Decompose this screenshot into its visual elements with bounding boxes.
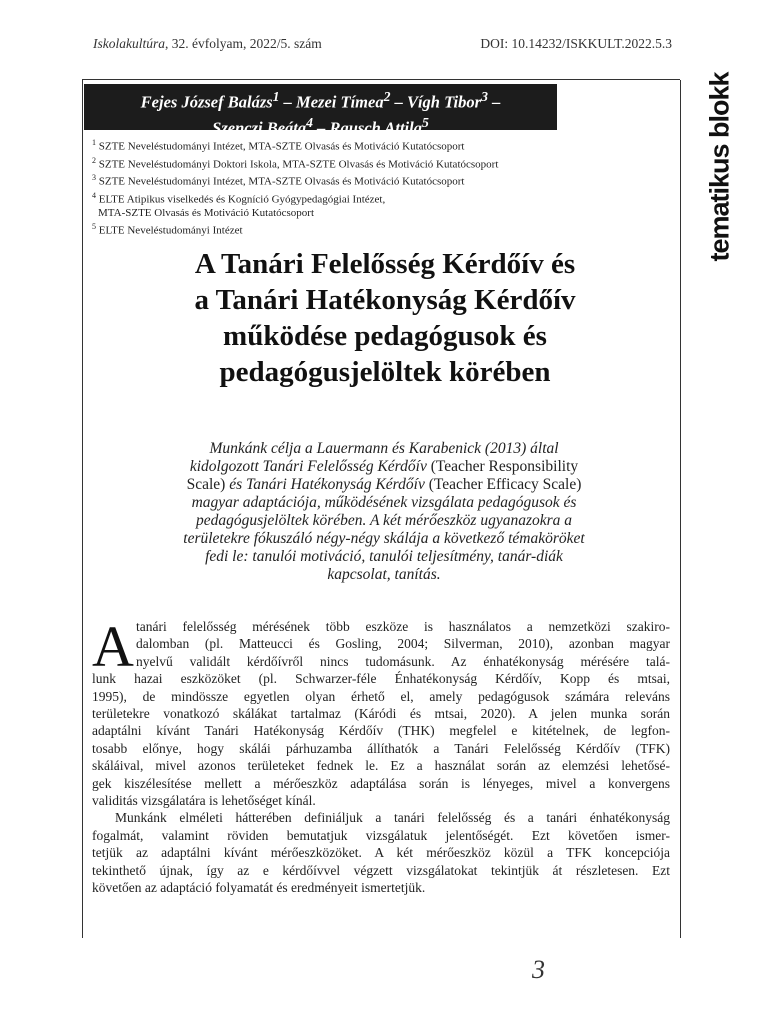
top-rule <box>82 79 680 80</box>
abstract-line: területekre fókuszáló négy-négy skálája a következő témaköröket <box>183 530 585 547</box>
abstract-segment: (Teacher Efficacy Scale) <box>428 476 582 493</box>
affiliation-num: 5 <box>92 221 96 231</box>
section-label-text: tematikus blokk <box>704 72 735 262</box>
body-line: gek kiszélesítése mellett a mérőeszköz adaptálása során is lényeges, mivel a konvergens <box>92 775 670 791</box>
affiliation-text: SZTE Neveléstudományi Intézet, MTA-SZTE Olvasás és Motiváció Kutatócsoport <box>98 140 465 153</box>
body-line: nyelvű validált kérdőívről nincs tudomásunk. Az énhatékonyság mérésére talá- <box>136 653 670 669</box>
abstract-line: pedagógusjelöltek körében. A két mérőeszköz ugyanazokra a <box>195 512 573 529</box>
title-line: A Tanári Felelősség Kérdőív és <box>194 248 576 280</box>
body-line: területekre vonatkozó skálákat tartalmaz (Káródi és mtsai, 2020). A jelen munka során <box>92 706 670 722</box>
affiliation-item <box>92 154 612 172</box>
author-name: Rausch Attila <box>329 118 422 137</box>
abstract-line: magyar adaptációja, működésének vizsgálata pedagógusok és <box>191 494 577 511</box>
body-text <box>92 614 670 897</box>
body-line: adaptálni kívánt Tanári Hatékonyság Kérdőív (THK) megfelel e kitételnek, de legfon- <box>92 723 670 739</box>
article-title <box>95 246 675 390</box>
abstract-line <box>120 458 648 476</box>
affiliation-continuation: MTA-SZTE Olvasás és Motiváció Kutatócsoport <box>98 206 315 219</box>
affiliation-text: ELTE Atipikus viselkedés és Kogníció Gyógypedagógiai Intézet, <box>98 193 386 206</box>
abstract-segment: és Tanári Hatékonyság Kérdőív <box>229 476 429 493</box>
body-line: dalomban (pl. Matteucci és Gosling, 2004; Silverman, 2010), azonban magyar <box>136 636 670 652</box>
body-line: követően az adaptáció folyamatát és eredményeit ismertetjük. <box>92 880 426 896</box>
author-separator: – <box>313 118 330 137</box>
body-line: fogalmát, valamint röviden bemutatjuk vizsgálatuk jelentőségét. Ezt követően ismer- <box>92 827 670 843</box>
body-line: tekinthető újnak, így az e kérdőívvel végzett vizsgálatokat tekintjük át részletesen. Ezt <box>92 862 670 878</box>
abstract-segment: (Teacher Responsibility <box>430 458 579 475</box>
affiliation-text: SZTE Neveléstudományi Intézet, MTA-SZTE Olvasás és Motiváció Kutatócsoport <box>98 175 465 188</box>
body-line: tanári felelősség mérésének több eszköze is használatos a nemzetközi szakiro- <box>136 619 670 634</box>
left-frame-line <box>82 80 83 938</box>
author-affil-num: 1 <box>272 89 280 104</box>
body-line: skáláival, mivel azonos területeket fednek le. Ez a használat során az elemzési lehetősé- <box>92 758 670 774</box>
author-affil-num: 2 <box>383 89 391 104</box>
right-frame-line <box>680 80 681 938</box>
affiliation-item <box>92 136 612 154</box>
title-line: pedagógusjelöltek körében <box>219 356 551 388</box>
author-separator: – <box>390 92 407 112</box>
author-banner <box>84 84 557 137</box>
author-separator: – <box>279 92 297 112</box>
author-name: Szenczi Beáta <box>212 118 307 137</box>
affiliation-num: 4 <box>92 190 96 200</box>
affiliation-text: ELTE Neveléstudományi Intézet <box>98 224 243 237</box>
body-line: tosabb előnye, hogy skálái párhuzamba állíthatók a Tanári Felelősség Kérdőív (TFK) <box>92 740 670 756</box>
abstract-line: fedi le: tanulói motiváció, tanulói teljesítmény, tanár-diák <box>205 548 563 565</box>
abstract-line: Munkánk célja a Lauermann és Karabenick (2013) által <box>209 440 559 457</box>
affiliation-text: SZTE Neveléstudományi Doktori Iskola, MTA-SZTE Olvasás és Motiváció Kutatócsoport <box>98 158 499 171</box>
title-line: a Tanári Hatékonyság Kérdőív <box>194 284 576 316</box>
author-separator: – <box>487 92 501 112</box>
author-name: Fejes József Balázs <box>140 92 273 112</box>
page-number: 3 <box>532 955 545 984</box>
author-name: Mezei Tímea <box>296 92 384 112</box>
affiliations <box>92 136 612 237</box>
author-name: Vígh Tibor <box>406 92 482 112</box>
title-line: működése pedagógusok és <box>223 320 547 352</box>
affiliation-item <box>92 171 612 189</box>
abstract <box>120 440 648 584</box>
drop-cap: A <box>92 614 134 679</box>
affiliation-num: 3 <box>92 173 96 183</box>
author-line-2 <box>84 113 557 139</box>
abstract-line <box>120 476 648 494</box>
journal-volume: , 32. évfolyam, 2022/5. szám <box>165 36 322 51</box>
author-line-1 <box>84 87 557 113</box>
running-header-doi: DOI: 10.14232/ISKKULT.2022.5.3 <box>480 36 672 51</box>
affiliation-num: 1 <box>92 138 96 147</box>
abstract-line: kapcsolat, tanítás. <box>327 566 441 583</box>
body-line: 1995), de mindössze egyetlen olyan érhető el, amely pedagógusok számára releváns <box>92 688 670 704</box>
abstract-segment: kidolgozott Tanári Felelősség Kérdőív <box>189 458 431 475</box>
body-line: validitás vizsgálatára is lehetőséget kínál. <box>92 793 316 809</box>
author-affil-num: 5 <box>421 114 429 130</box>
running-header-journal <box>93 36 322 52</box>
body-line: Munkánk elméleti hátterében definiáljuk a tanári felelősség és a tanári énhatékonyság <box>115 810 670 826</box>
author-affil-num: 3 <box>481 89 488 104</box>
affiliation-num: 2 <box>92 155 96 165</box>
body-line: tetjük az adaptálni kívánt mérőeszközöket. A két mérőeszköz közül a TFK koncepciója <box>92 845 670 861</box>
journal-name: Iskolakultúra <box>93 36 165 51</box>
side-section-label <box>700 72 740 262</box>
affiliation-item <box>92 189 612 207</box>
body-line: lunk hazai eszközöket (pl. Schwarzer-féle Énhatékonyság Kérdőív, Kopp és mtsai, <box>92 671 670 687</box>
affiliation-item <box>92 220 612 238</box>
author-affil-num: 4 <box>306 114 313 130</box>
abstract-segment: Scale) <box>186 476 230 493</box>
